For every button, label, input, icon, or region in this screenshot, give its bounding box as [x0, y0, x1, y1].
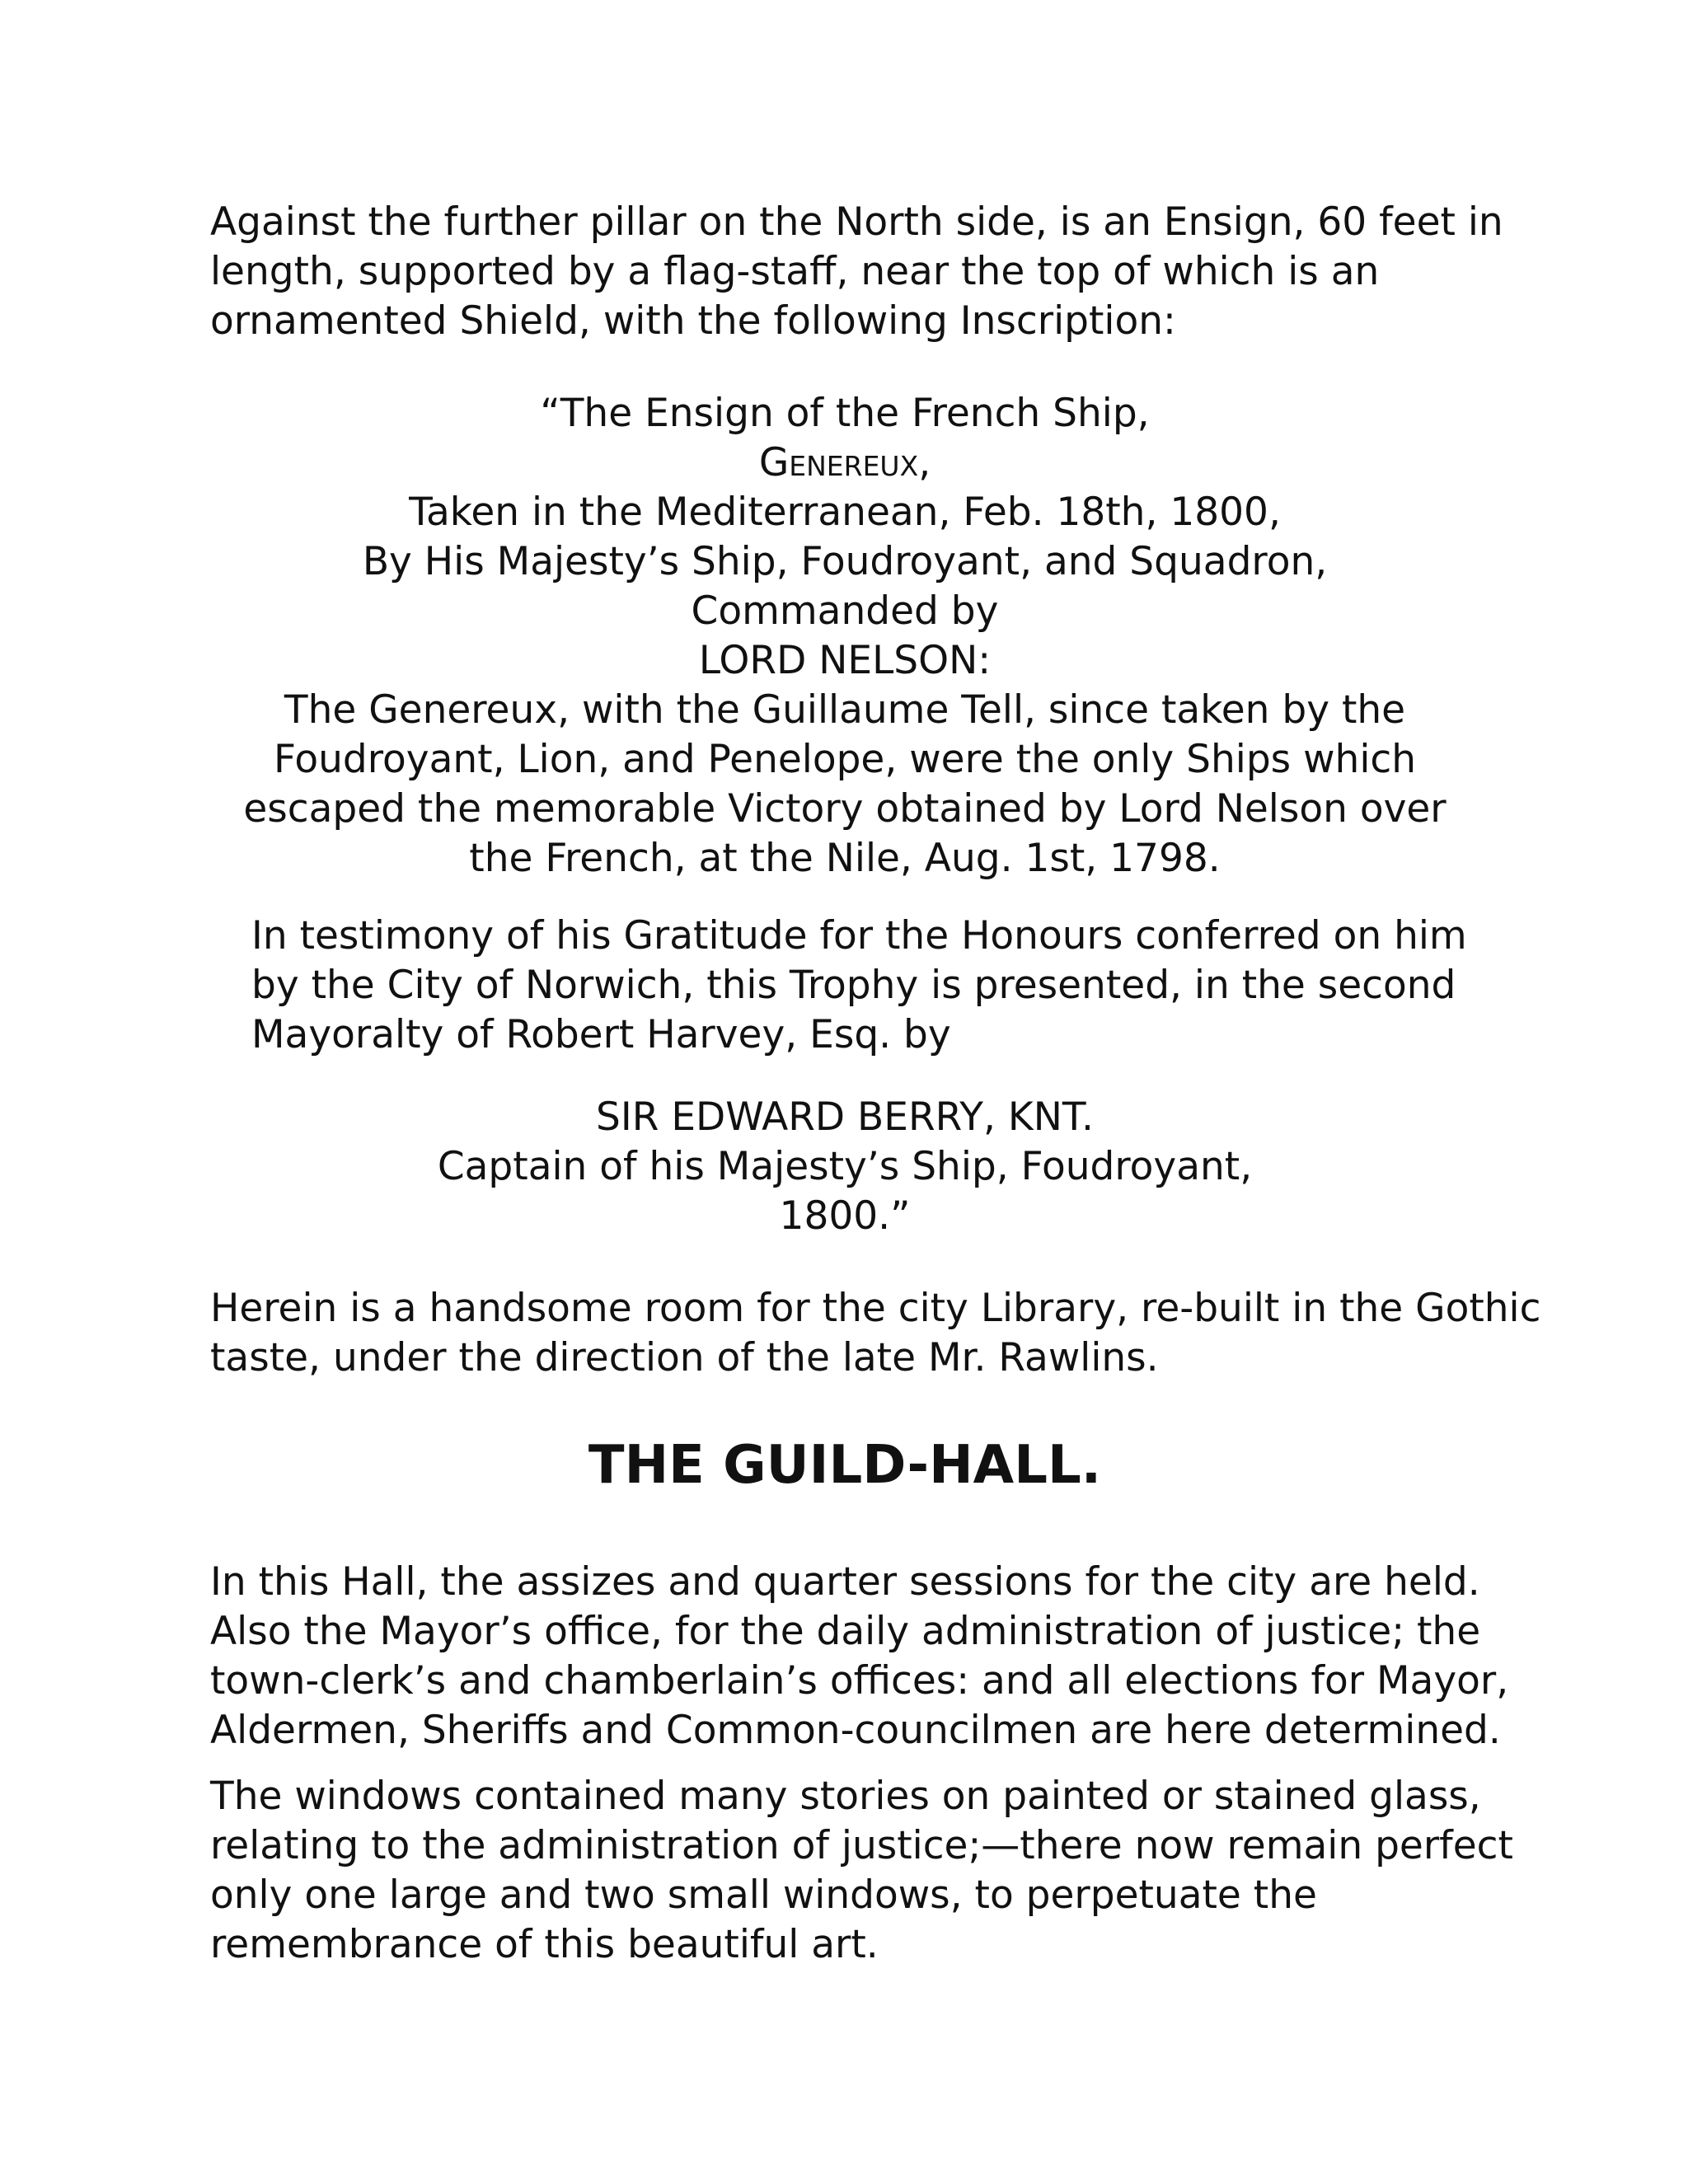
- text-line: taste, under the direction of the late Mr. Rawlins.: [210, 1335, 1159, 1380]
- text-line: ornamented Shield, with the following Inscription:: [210, 298, 1176, 344]
- text-line: length, supported by a flag-staff, near the top of which is an: [210, 249, 1380, 294]
- inscription-line: Commanded by: [691, 588, 999, 634]
- inscription-line: The Genereux, with the Guillaume Tell, since taken by the: [284, 687, 1406, 733]
- inscription-line: escaped the memorable Victory obtained by Lord Nelson over: [243, 786, 1447, 832]
- text-line: Also the Mayor’s office, for the daily administration of justice; the: [210, 1609, 1481, 1654]
- text-line: Mayoralty of Robert Harvey, Esq. by: [251, 1012, 951, 1057]
- signature-line: SIR EDWARD BERRY, KNT.: [596, 1094, 1094, 1140]
- intro-paragraph: [210, 198, 1503, 346]
- guildhall-paragraph-2: [210, 1772, 1513, 1970]
- text-line: In this Hall, the assizes and quarter sessions for the city are held.: [210, 1559, 1480, 1605]
- inscription-line: the French, at the Nile, Aug. 1st, 1798.: [469, 836, 1221, 881]
- inscription-block: [210, 389, 1479, 883]
- ship-name: Genereux,: [758, 440, 931, 485]
- text-line: Against the further pillar on the North side, is an Ensign, 60 feet in: [210, 199, 1503, 245]
- text-line: Herein is a handsome room for the city Library, re-built in the Gothic: [210, 1286, 1541, 1331]
- signature-line: 1800.”: [779, 1193, 911, 1239]
- text-line: town-clerk’s and chamberlain’s offices: and all elections for Mayor,: [210, 1658, 1509, 1704]
- inscription-line: Taken in the Mediterranean, Feb. 18th, 1800,: [409, 490, 1281, 535]
- inscription-line: Foudroyant, Lion, and Penelope, were the only Ships which: [273, 737, 1417, 782]
- guildhall-paragraph-1: [210, 1558, 1509, 1755]
- inscription-line: LORD NELSON:: [698, 638, 992, 683]
- text-line: only one large and two small windows, to perpetuate the: [210, 1872, 1317, 1918]
- inscription-line: “The Ensign of the French Ship,: [540, 391, 1150, 436]
- text-line: In testimony of his Gratitude for the Honours conferred on him: [251, 913, 1467, 958]
- signature-line: Captain of his Majesty’s Ship, Foudroyant,: [437, 1144, 1253, 1189]
- inscription-line: By His Majesty’s Ship, Foudroyant, and Squadron,: [362, 539, 1328, 584]
- text-line: Aldermen, Sheriffs and Common-councilmen are here determined.: [210, 1708, 1501, 1753]
- signature-block: [210, 1093, 1479, 1241]
- library-paragraph: [210, 1284, 1541, 1383]
- text-line: relating to the administration of justice;—there now remain perfect: [210, 1823, 1513, 1868]
- text-line: remembrance of this beautiful art.: [210, 1922, 879, 1967]
- testimony-paragraph: [251, 912, 1537, 1060]
- text-line: by the City of Norwich, this Trophy is presented, in the second: [251, 963, 1456, 1008]
- text-line: The windows contained many stories on painted or stained glass,: [210, 1774, 1481, 1819]
- section-heading: THE GUILD-HALL.: [588, 1435, 1102, 1496]
